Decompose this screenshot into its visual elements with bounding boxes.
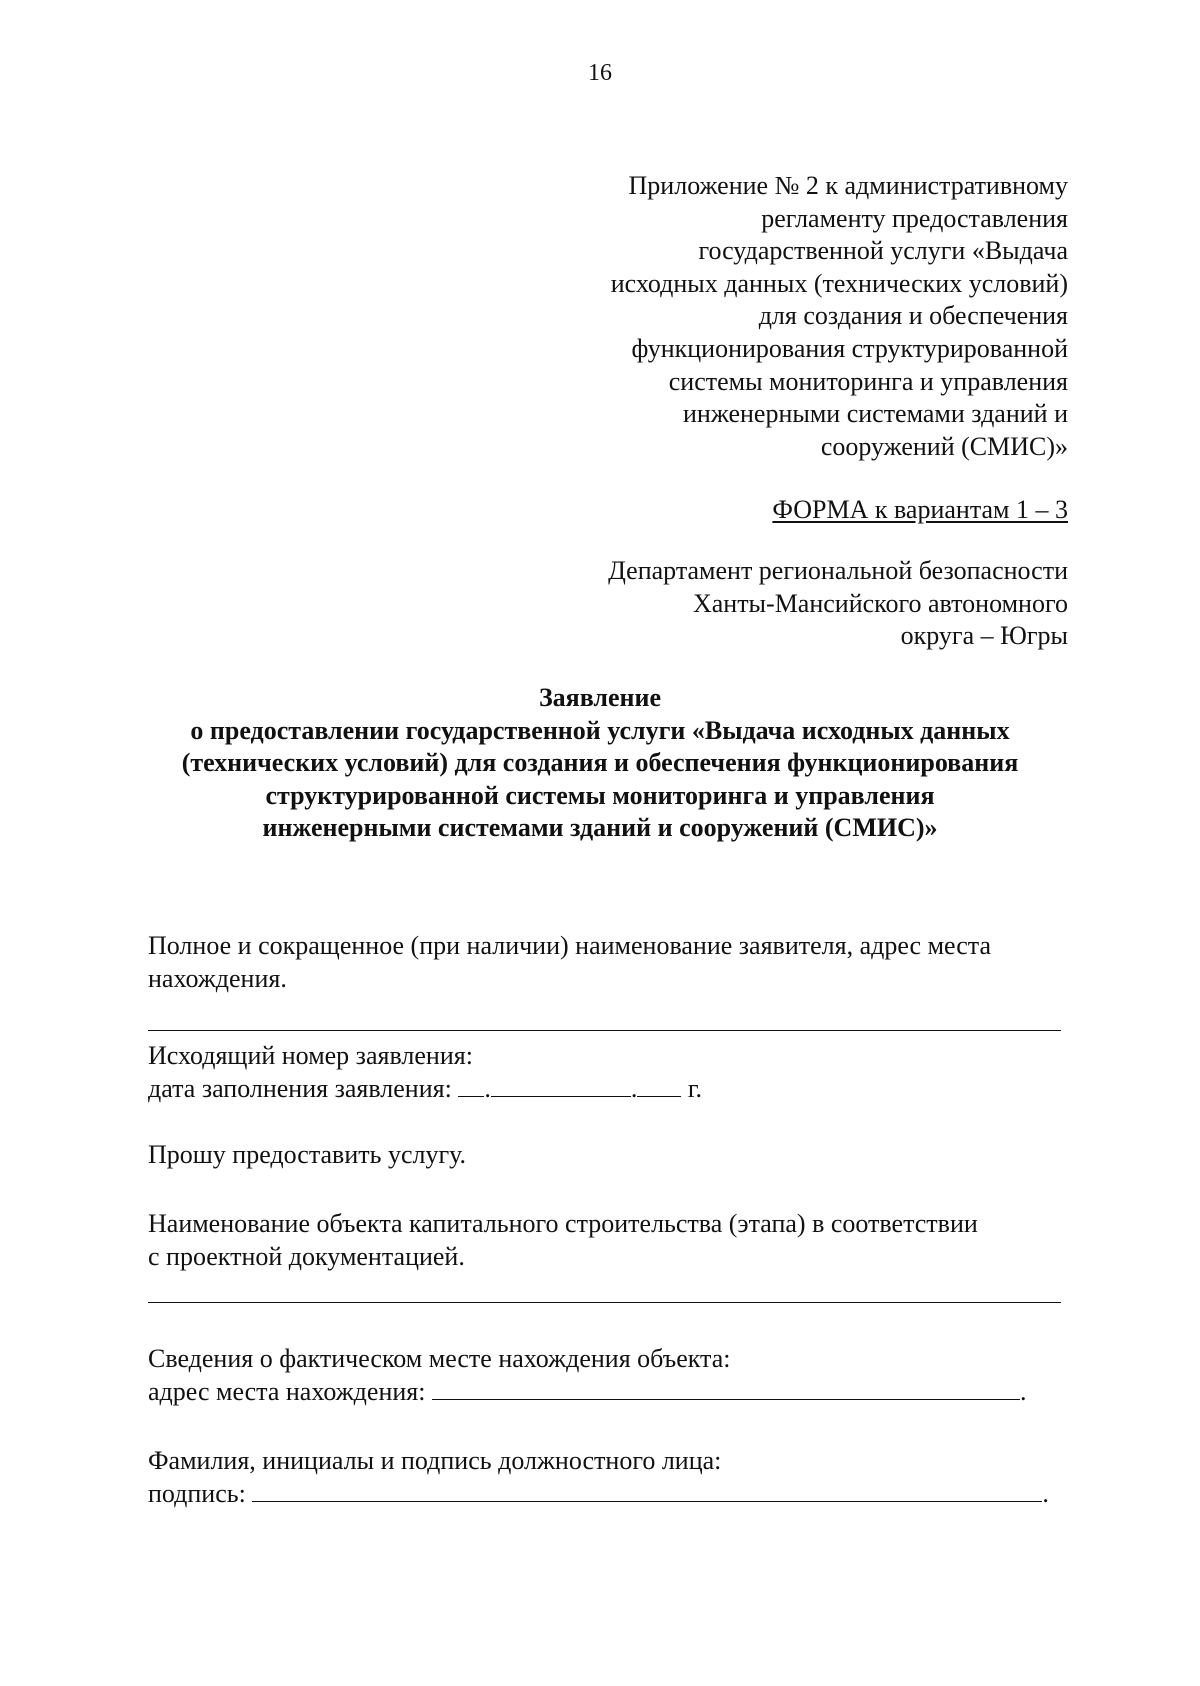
applicant-line: Полное и сокращенное (при наличии) наименование заявителя, адрес места: [148, 931, 991, 960]
object-location-block: [148, 1343, 1068, 1408]
department-line: Департамент региональной безопасности: [608, 556, 1068, 585]
line-end: .: [1042, 1478, 1049, 1508]
appendix-line: для создания и обеспечения: [758, 301, 1068, 331]
statement-line: (технических условий) для создания и обеспечения функционирования: [181, 748, 1019, 778]
statement-line: инженерными системами зданий и сооружений (СМИС)»: [262, 813, 938, 843]
object-name-input-line[interactable]: [148, 1302, 1061, 1303]
location-heading: Сведения о фактическом месте нахождения объекта:: [148, 1344, 731, 1373]
year-suffix: г.: [687, 1073, 703, 1103]
addressee-department: [468, 555, 1068, 653]
outgoing-number-block: [148, 1040, 1068, 1105]
statement-line: структурированной системы мониторинга и управления: [265, 780, 935, 810]
statement-line: о предоставлении государственной услуги «Выдача исходных данных: [190, 715, 1010, 745]
appendix-line: регламенту предоставления: [761, 203, 1068, 233]
object-name-line: с проектной документацией.: [148, 1241, 465, 1271]
appendix-line: системы мониторинга и управления: [668, 366, 1068, 396]
appendix-line: Приложение № 2 к административному: [628, 171, 1068, 200]
object-name-line: Наименование объекта капитального строительства (этапа) в соответствии: [148, 1209, 978, 1238]
date-month-field[interactable]: [491, 1074, 631, 1097]
department-line: округа – Югры: [900, 621, 1068, 651]
date-year-field[interactable]: [637, 1074, 681, 1097]
form-variant-label: ФОРМА к вариантам 1 – 3: [772, 495, 1068, 524]
statement-title: Заявление: [538, 683, 662, 712]
appendix-line: функционирования структурированной: [631, 333, 1068, 363]
date-day-field[interactable]: [458, 1074, 484, 1097]
applicant-line: нахождения.: [148, 963, 287, 993]
outgoing-number-label: Исходящий номер заявления:: [148, 1041, 473, 1070]
signature-field[interactable]: [252, 1479, 1042, 1502]
official-heading: Фамилия, инициалы и подпись должностного лица:: [148, 1446, 722, 1475]
appendix-reference: [468, 170, 1068, 463]
line-end: .: [1019, 1376, 1027, 1406]
signature-row: [148, 1478, 1068, 1511]
department-line: Ханты-Мансийского автономного: [692, 588, 1068, 618]
fill-date-row: [148, 1073, 1068, 1106]
address-row: [148, 1376, 1068, 1409]
request-text: [148, 1139, 1068, 1172]
applicant-name-input-line[interactable]: [148, 1030, 1061, 1031]
date-separator: .: [484, 1073, 491, 1103]
address-label: адрес места нахождения:: [148, 1376, 426, 1406]
appendix-line: исходных данных (технических условий): [610, 268, 1068, 298]
fill-date-label: дата заполнения заявления:: [148, 1073, 452, 1103]
statement-heading: [100, 682, 1100, 845]
request-line: Прошу предоставить услугу.: [148, 1140, 467, 1169]
appendix-line: сооружений (СМИС)»: [820, 431, 1068, 461]
page-number: 16: [588, 60, 612, 86]
object-name-field-label: [148, 1208, 1068, 1273]
date-separator: .: [630, 1073, 638, 1103]
address-field[interactable]: [432, 1377, 1020, 1400]
signature-label: подпись:: [148, 1478, 246, 1508]
official-signature-block: [148, 1445, 1068, 1510]
applicant-name-field-label: [148, 930, 1068, 995]
appendix-line: инженерными системами зданий и: [683, 399, 1068, 429]
appendix-line: государственной услуги «Выдача: [698, 236, 1068, 266]
